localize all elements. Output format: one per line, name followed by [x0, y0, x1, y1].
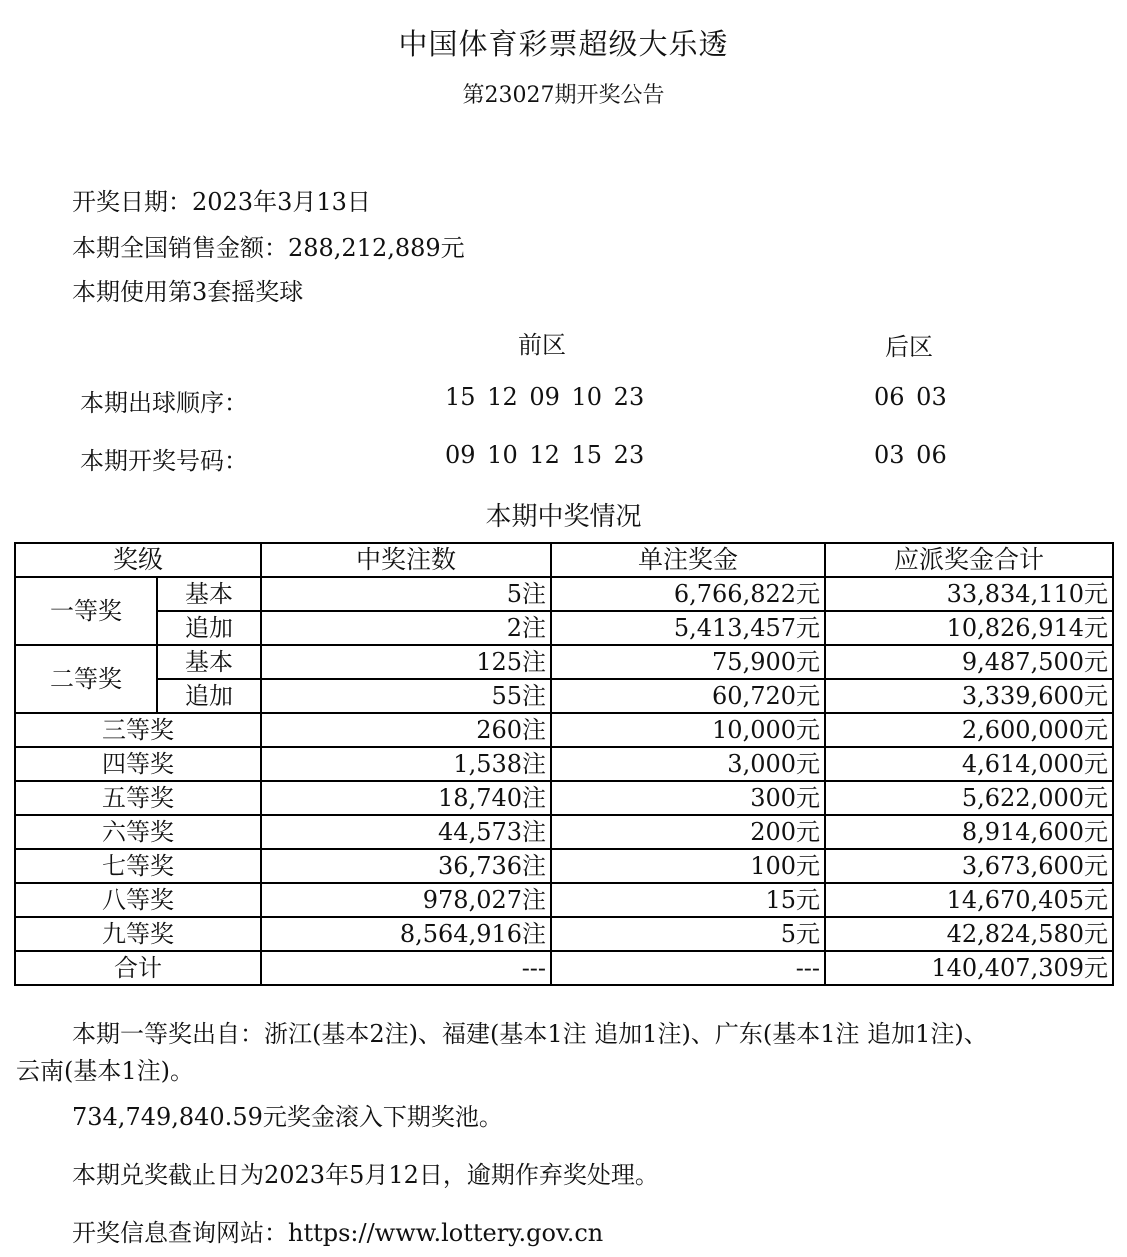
prize-level-name: 一等奖 [15, 577, 157, 645]
draw-order-back: 06 03 [874, 383, 947, 411]
prize-level-name: 七等奖 [15, 849, 261, 883]
sum-unit: --- [551, 951, 825, 985]
total-prize: 33,834,110元 [825, 577, 1113, 611]
table-row [15, 577, 1113, 611]
prize-level-name: 四等奖 [15, 747, 261, 781]
table-row [15, 815, 1113, 849]
total-prize: 4,614,000元 [825, 747, 1113, 781]
table-row [15, 781, 1113, 815]
winner-count: 8,564,916注 [261, 917, 551, 951]
winner-count: 978,027注 [261, 883, 551, 917]
prize-level-name: 三等奖 [15, 713, 261, 747]
prize-sub-type: 基本 [157, 577, 261, 611]
unit-prize: 200元 [551, 815, 825, 849]
header-count: 中奖注数 [261, 543, 551, 577]
table-row [15, 917, 1113, 951]
winning-numbers-back: 03 06 [874, 441, 947, 469]
winner-count: 55注 [261, 679, 551, 713]
winner-count: 260注 [261, 713, 551, 747]
total-prize: 10,826,914元 [825, 611, 1113, 645]
winning-numbers-front: 09 10 12 15 23 [445, 441, 645, 469]
draw-date: 开奖日期：2023年3月13日 [72, 188, 371, 216]
unit-prize: 75,900元 [551, 645, 825, 679]
unit-prize: 10,000元 [551, 713, 825, 747]
draw-order-front: 15 12 09 10 23 [445, 383, 645, 411]
front-zone-label: 前区 [518, 331, 566, 359]
winner-count: 18,740注 [261, 781, 551, 815]
table-row [15, 611, 1113, 645]
prize-level-name: 六等奖 [15, 815, 261, 849]
prize-sub-type: 追加 [157, 679, 261, 713]
sales-amount: 本期全国销售金额：288,212,889元 [72, 234, 465, 262]
total-prize: 3,339,600元 [825, 679, 1113, 713]
prize-level-name: 九等奖 [15, 917, 261, 951]
table-row [15, 883, 1113, 917]
table-row [15, 713, 1113, 747]
prize-level-name: 五等奖 [15, 781, 261, 815]
total-prize: 3,673,600元 [825, 849, 1113, 883]
total-prize: 14,670,405元 [825, 883, 1113, 917]
total-prize: 2,600,000元 [825, 713, 1113, 747]
claim-deadline-note: 本期兑奖截止日为2023年5月12日，逾期作弃奖处理。 [72, 1161, 659, 1189]
winner-count: 2注 [261, 611, 551, 645]
winning-numbers-label: 本期开奖号码： [80, 447, 248, 475]
sum-count: --- [261, 951, 551, 985]
unit-prize: 3,000元 [551, 747, 825, 781]
unit-prize: 300元 [551, 781, 825, 815]
prize-sub-type: 基本 [157, 645, 261, 679]
total-prize: 8,914,600元 [825, 815, 1113, 849]
table-row [15, 849, 1113, 883]
unit-prize: 6,766,822元 [551, 577, 825, 611]
page-title: 中国体育彩票超级大乐透 [398, 27, 729, 61]
winner-count: 5注 [261, 577, 551, 611]
total-prize: 42,824,580元 [825, 917, 1113, 951]
prize-section-title: 本期中奖情况 [485, 502, 642, 532]
winner-count: 44,573注 [261, 815, 551, 849]
total-prize: 5,622,000元 [825, 781, 1113, 815]
prize-table [14, 542, 1114, 986]
header-total-prize: 应派奖金合计 [825, 543, 1113, 577]
winner-count: 1,538注 [261, 747, 551, 781]
table-row [15, 645, 1113, 679]
table-header-row [15, 543, 1113, 577]
table-row [15, 679, 1113, 713]
back-zone-label: 后区 [885, 333, 933, 361]
unit-prize: 100元 [551, 849, 825, 883]
unit-prize: 5元 [551, 917, 825, 951]
first-prize-origin-line2: 云南(基本1注)。 [16, 1057, 194, 1085]
prize-level-name: 八等奖 [15, 883, 261, 917]
header-unit-prize: 单注奖金 [551, 543, 825, 577]
header-level: 奖级 [15, 543, 261, 577]
unit-prize: 15元 [551, 883, 825, 917]
winner-count: 36,736注 [261, 849, 551, 883]
first-prize-origin-line1: 本期一等奖出自：浙江(基本2注)、福建(基本1注 追加1注)、广东(基本1注 追加1注)、 [72, 1020, 988, 1048]
prize-level-name: 二等奖 [15, 645, 157, 713]
ball-set: 本期使用第3套摇奖球 [72, 278, 304, 306]
unit-prize: 5,413,457元 [551, 611, 825, 645]
winner-count: 125注 [261, 645, 551, 679]
sum-total: 140,407,309元 [825, 951, 1113, 985]
issue-subtitle: 第23027期开奖公告 [462, 83, 665, 108]
unit-prize: 60,720元 [551, 679, 825, 713]
sum-label: 合计 [15, 951, 261, 985]
table-row [15, 747, 1113, 781]
prize-sub-type: 追加 [157, 611, 261, 645]
draw-order-label: 本期出球顺序： [80, 389, 248, 417]
total-prize: 9,487,500元 [825, 645, 1113, 679]
rollover-note: 734,749,840.59元奖金滚入下期奖池。 [72, 1103, 503, 1131]
website-note: 开奖信息查询网站：https://www.lottery.gov.cn [72, 1219, 604, 1247]
table-sum-row [15, 951, 1113, 985]
